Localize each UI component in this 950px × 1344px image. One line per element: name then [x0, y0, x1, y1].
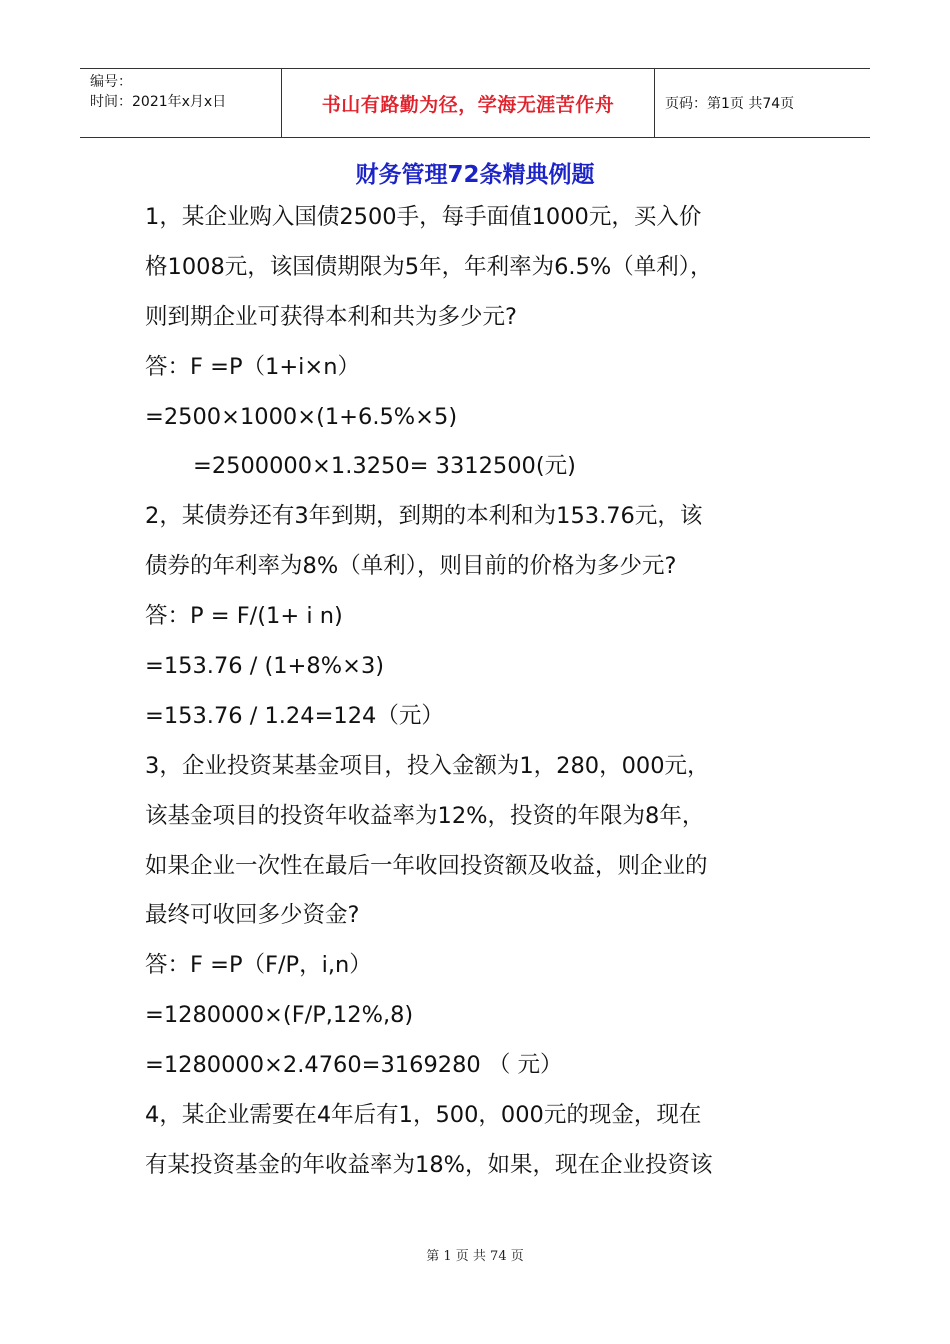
document-title: 财务管理72条精典例题: [355, 162, 595, 188]
body-line: 2，某债券还有3年到期，到期的本利和为153.76元，该: [145, 503, 703, 530]
body-line: =1280000×(F/P,12%,8): [145, 1002, 414, 1029]
header-table: [80, 68, 870, 138]
body-line: =153.76 / 1.24=124（元）: [145, 702, 444, 729]
body-line: 1，某企业购入国债2500手，每手面值1000元，买入价: [145, 204, 702, 230]
header-motto-cell: [282, 69, 655, 137]
document-body: [145, 193, 835, 1191]
motto-text: 书山有路勤为径，学海无涯苦作舟: [321, 93, 615, 116]
body-line: 3，企业投资某基金项目，投入金额为1，280，000元，: [145, 752, 710, 779]
body-line: 答：F =P（F/P，i,n）: [145, 952, 372, 979]
body-line: 该基金项目的投资年收益率为12%，投资的年限为8年，: [145, 802, 705, 829]
page-footer: 第 1 页 共 74 页: [426, 1249, 524, 1264]
body-line: =153.76 / (1+8%×3): [145, 653, 385, 680]
body-line: 债券的年利率为8%（单利），则目前的价格为多少元?: [145, 553, 677, 580]
serial-number-label: 编号：: [90, 74, 132, 90]
body-line: 如果企业一次性在最后一年收回投资额及收益，则企业的: [145, 852, 708, 879]
body-line: =2500000×1.3250= 3312500(元): [193, 453, 576, 480]
body-line: 有某投资基金的年收益率为18%，如果，现在企业投资该: [145, 1151, 713, 1178]
body-line: 答：P = F/(1+ i n): [145, 603, 343, 630]
body-line: 答：F =P（1+i×n）: [145, 353, 361, 380]
header-page-cell: [655, 69, 870, 137]
body-line: 则到期企业可获得本利和共为多少元?: [145, 303, 517, 330]
time-label: 时间：2021年x月x日: [90, 94, 227, 110]
body-line: 最终可收回多少资金?: [145, 902, 360, 929]
body-line: 格1008元，该国债期限为5年，年利率为6.5%（单利），: [145, 253, 713, 280]
body-line: 4，某企业需要在4年后有1，500，000元的现金，现在: [145, 1102, 702, 1129]
header-meta-cell: [80, 69, 282, 137]
body-line: =1280000×2.4760=3169280 （ 元）: [145, 1052, 563, 1079]
page-info: 页码：第1页 共74页: [665, 96, 795, 112]
body-line: =2500×1000×(1+6.5%×5): [145, 403, 458, 430]
